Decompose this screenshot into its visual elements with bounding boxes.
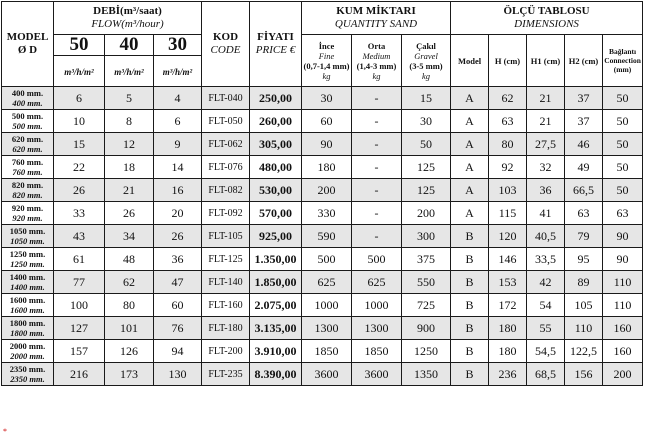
model-size-cell (2, 87, 54, 110)
dim-h1-cell: 68,5 (527, 363, 565, 386)
dim-connection-cell: 90 (603, 248, 643, 271)
model-size: 1600 mm. (9, 295, 46, 305)
fine-range: (0,7-1,4 mm) (303, 60, 350, 71)
dim-h-cell: 80 (489, 133, 527, 156)
model-size: 1400 mm. (9, 272, 46, 282)
dim-connection-cell: 90 (603, 225, 643, 248)
dim-h1-cell: 21 (527, 87, 565, 110)
flow-label: FLOW(m³/hour) (91, 18, 164, 30)
model-size-cell (2, 271, 54, 294)
medium-cell: - (352, 179, 402, 202)
code-cell: FLT-235 (202, 363, 250, 386)
fine-cell: 1300 (302, 317, 352, 340)
connection-en: Connection (604, 56, 641, 65)
dim-h-header: H (cm) (489, 35, 527, 87)
dim-h-cell: 62 (489, 87, 527, 110)
model-size: 400 mm. (11, 88, 44, 98)
code-cell: FLT-105 (202, 225, 250, 248)
gravel-en: Gravel (414, 50, 438, 61)
model-size-cell (2, 248, 54, 271)
model-size-italic: 760 mm. (12, 167, 43, 177)
model-size: 1800 mm. (9, 318, 46, 328)
model-size: 820 mm. (11, 180, 44, 190)
table-row (2, 225, 643, 248)
dim-model-cell: A (451, 87, 489, 110)
dim-model-cell: B (451, 340, 489, 363)
dim-connection-cell: 110 (603, 294, 643, 317)
fine-cell: 180 (302, 156, 352, 179)
flow-50-cell: 22 (54, 156, 105, 179)
dim-h2-cell: 156 (565, 363, 603, 386)
price-label: PRICE € (255, 44, 296, 56)
gravel-cell: 725 (402, 294, 451, 317)
medium-tr: Orta (367, 40, 386, 51)
flow-50-cell: 6 (54, 87, 105, 110)
fine-cell: 1000 (302, 294, 352, 317)
flow-50-cell: 43 (54, 225, 105, 248)
dim-h2-cell: 66,5 (565, 179, 603, 202)
model-size-cell (2, 294, 54, 317)
dim-h-cell: 63 (489, 110, 527, 133)
table-row (2, 363, 643, 386)
dim-h1-cell: 55 (527, 317, 565, 340)
fine-header (302, 35, 352, 87)
flow-30-cell: 94 (154, 340, 202, 363)
fine-cell: 90 (302, 133, 352, 156)
model-size-cell (2, 317, 54, 340)
model-size-italic: 1600 mm. (10, 305, 45, 315)
gravel-cell: 1350 (402, 363, 451, 386)
dim-h2-cell: 122,5 (565, 340, 603, 363)
dim-model-cell: A (451, 110, 489, 133)
code-cell: FLT-200 (202, 340, 250, 363)
model-size-cell (2, 225, 54, 248)
dimensions-label: DIMENSIONS (514, 18, 579, 30)
gravel-tr: Çakıl (416, 40, 436, 51)
price-cell: 480,00 (250, 156, 302, 179)
dim-h2-cell: 79 (565, 225, 603, 248)
medium-range: (1,4-3 mm) (356, 60, 397, 71)
flow-30-cell: 36 (154, 248, 202, 271)
model-size-cell (2, 202, 54, 225)
fine-cell: 590 (302, 225, 352, 248)
dim-model-cell: B (451, 248, 489, 271)
dim-connection-cell: 200 (603, 363, 643, 386)
flow-40-cell: 101 (105, 317, 154, 340)
model-size-italic: 2350 mm. (10, 374, 45, 384)
code-cell: FLT-076 (202, 156, 250, 179)
table-row (2, 87, 643, 110)
dim-h-cell: 180 (489, 340, 527, 363)
model-size: 760 mm. (11, 157, 44, 167)
price-cell: 305,00 (250, 133, 302, 156)
flow-50-unit: m³/h/m² (64, 67, 94, 77)
model-size-cell (2, 363, 54, 386)
medium-cell: - (352, 133, 402, 156)
dim-connection-cell: 63 (603, 202, 643, 225)
code-cell: FLT-062 (202, 133, 250, 156)
dim-h-cell: 103 (489, 179, 527, 202)
price-cell: 570,00 (250, 202, 302, 225)
table-row (2, 179, 643, 202)
debi-label: DEBİ(m³/saat) (93, 5, 162, 17)
gravel-cell: 50 (402, 133, 451, 156)
model-size-italic: 500 mm. (12, 121, 43, 131)
dim-connection-header (603, 35, 643, 87)
dim-h2-cell: 105 (565, 294, 603, 317)
model-size: 1250 mm. (9, 249, 46, 259)
medium-cell: - (352, 202, 402, 225)
flow-40-cell: 18 (105, 156, 154, 179)
medium-cell: 500 (352, 248, 402, 271)
flow-40-cell: 8 (105, 110, 154, 133)
dim-connection-cell: 110 (603, 271, 643, 294)
flow-40-cell: 62 (105, 271, 154, 294)
price-header (250, 2, 302, 87)
dim-h1-cell: 21 (527, 110, 565, 133)
quantity-sand-label: QUANTITY SAND (334, 18, 418, 30)
dim-model-cell: A (451, 179, 489, 202)
price-cell: 925,00 (250, 225, 302, 248)
flow-50-cell: 10 (54, 110, 105, 133)
medium-cell: 1850 (352, 340, 402, 363)
dim-h1-cell: 41 (527, 202, 565, 225)
table-row (2, 248, 643, 271)
gravel-cell: 900 (402, 317, 451, 340)
price-cell: 250,00 (250, 87, 302, 110)
fiyati-label: FİYATI (257, 31, 294, 43)
table-body (2, 87, 643, 386)
dim-h1-cell: 54 (527, 294, 565, 317)
model-size-italic: 620 mm. (12, 144, 43, 154)
flow-50-cell: 26 (54, 179, 105, 202)
dim-h2-cell: 49 (565, 156, 603, 179)
dim-model-cell: A (451, 156, 489, 179)
dim-model-cell: B (451, 271, 489, 294)
model-size-cell (2, 340, 54, 363)
filter-price-table (1, 1, 643, 386)
dim-connection-cell: 50 (603, 110, 643, 133)
medium-en: Medium (362, 50, 391, 61)
dim-h2-cell: 89 (565, 271, 603, 294)
model-size-cell (2, 133, 54, 156)
flow-40-unit: m³/h/m² (114, 67, 144, 77)
flow-40-cell: 173 (105, 363, 154, 386)
dim-h1-cell: 40,5 (527, 225, 565, 248)
flow-40-cell: 21 (105, 179, 154, 202)
medium-unit: kg (372, 70, 381, 81)
gravel-cell: 1250 (402, 340, 451, 363)
dim-h-cell: 146 (489, 248, 527, 271)
model-size-cell (2, 110, 54, 133)
flow-40-cell: 26 (105, 202, 154, 225)
table-row (2, 271, 643, 294)
flow-30-cell: 9 (154, 133, 202, 156)
dim-h2-cell: 37 (565, 110, 603, 133)
table-row (2, 156, 643, 179)
dim-h2-cell: 37 (565, 87, 603, 110)
fine-cell: 60 (302, 110, 352, 133)
connection-tr: Bağlantı (609, 47, 637, 56)
price-cell: 1.350,00 (250, 248, 302, 271)
dim-model-cell: B (451, 363, 489, 386)
table-row (2, 133, 643, 156)
dim-model-cell: B (451, 294, 489, 317)
flow-40-cell: 48 (105, 248, 154, 271)
flow-40-header (105, 35, 154, 56)
flow-30-unit: m³/h/m² (162, 67, 193, 77)
flow-50-header (54, 35, 105, 56)
model-size-cell (2, 179, 54, 202)
model-size: 1050 mm. (9, 226, 46, 236)
dim-h-cell: 120 (489, 225, 527, 248)
flow-30-unit-cell (154, 56, 202, 87)
dim-model-cell: A (451, 133, 489, 156)
gravel-header (402, 35, 451, 87)
dim-model-cell: B (451, 317, 489, 340)
flow-40-value: 40 (119, 34, 139, 55)
dim-h-cell: 153 (489, 271, 527, 294)
medium-cell: - (352, 225, 402, 248)
gravel-cell: 200 (402, 202, 451, 225)
dim-h2-cell: 63 (565, 202, 603, 225)
flow-50-cell: 100 (54, 294, 105, 317)
flow-40-cell: 5 (105, 87, 154, 110)
dim-h-cell: 115 (489, 202, 527, 225)
fine-en: Fine (318, 50, 335, 61)
fine-cell: 330 (302, 202, 352, 225)
code-label: CODE (210, 44, 241, 56)
dim-h2-cell: 110 (565, 317, 603, 340)
flow-50-value: 50 (69, 34, 89, 55)
price-cell: 8.390,00 (250, 363, 302, 386)
medium-cell: 1000 (352, 294, 402, 317)
fine-cell: 3600 (302, 363, 352, 386)
dim-h-cell: 180 (489, 317, 527, 340)
gravel-cell: 125 (402, 156, 451, 179)
flow-50-cell: 77 (54, 271, 105, 294)
model-size: 2350 mm. (9, 364, 46, 374)
dim-h1-cell: 54,5 (527, 340, 565, 363)
flow-40-cell: 34 (105, 225, 154, 248)
price-cell: 3.135,00 (250, 317, 302, 340)
medium-cell: 1300 (352, 317, 402, 340)
model-header-sub: Ø D (17, 44, 38, 56)
fine-cell: 625 (302, 271, 352, 294)
model-size-cell (2, 156, 54, 179)
model-size: 2000 mm. (9, 341, 46, 351)
dim-h1-header: H1 (cm) (527, 35, 565, 87)
fine-cell: 200 (302, 179, 352, 202)
flow-30-header (154, 35, 202, 56)
flow-50-unit-cell (54, 56, 105, 87)
flow-50-cell: 15 (54, 133, 105, 156)
flow-header (54, 2, 202, 35)
flow-50-cell: 157 (54, 340, 105, 363)
model-size-italic: 400 mm. (12, 98, 43, 108)
fine-tr: İnce (318, 40, 335, 51)
dim-h1-cell: 33,5 (527, 248, 565, 271)
table-row (2, 294, 643, 317)
model-size-italic: 1050 mm. (10, 236, 45, 246)
table-row (2, 110, 643, 133)
dim-model-header: Model (451, 35, 489, 87)
sand-header (302, 2, 451, 35)
gravel-cell: 375 (402, 248, 451, 271)
dim-h2-cell: 95 (565, 248, 603, 271)
flow-30-value: 30 (168, 34, 187, 55)
price-cell: 2.075,00 (250, 294, 302, 317)
gravel-cell: 15 (402, 87, 451, 110)
flow-50-cell: 33 (54, 202, 105, 225)
gravel-cell: 125 (402, 179, 451, 202)
kod-label: KOD (212, 31, 239, 43)
code-cell: FLT-040 (202, 87, 250, 110)
flow-50-cell: 216 (54, 363, 105, 386)
dim-h-cell: 236 (489, 363, 527, 386)
flow-30-cell: 60 (154, 294, 202, 317)
dim-connection-cell: 50 (603, 87, 643, 110)
dim-h-cell: 172 (489, 294, 527, 317)
code-cell: FLT-125 (202, 248, 250, 271)
fine-unit: kg (322, 70, 331, 81)
dim-connection-cell: 160 (603, 317, 643, 340)
dim-connection-cell: 160 (603, 340, 643, 363)
flow-30-cell: 76 (154, 317, 202, 340)
model-size-italic: 1250 mm. (10, 259, 45, 269)
flow-30-cell: 26 (154, 225, 202, 248)
fine-cell: 1850 (302, 340, 352, 363)
dim-connection-cell: 50 (603, 133, 643, 156)
code-cell: FLT-180 (202, 317, 250, 340)
medium-cell: - (352, 156, 402, 179)
model-size-italic: 820 mm. (12, 190, 43, 200)
model-size-italic: 1800 mm. (10, 328, 45, 338)
code-cell: FLT-050 (202, 110, 250, 133)
table-row (2, 202, 643, 225)
model-size: 500 mm. (11, 111, 44, 121)
price-cell: 260,00 (250, 110, 302, 133)
dim-connection-cell: 50 (603, 179, 643, 202)
medium-cell: 3600 (352, 363, 402, 386)
code-cell: FLT-140 (202, 271, 250, 294)
flow-30-cell: 130 (154, 363, 202, 386)
dim-model-cell: B (451, 225, 489, 248)
medium-cell: - (352, 87, 402, 110)
flow-30-cell: 6 (154, 110, 202, 133)
connection-unit: (mm) (613, 65, 632, 74)
dim-h2-header: H2 (cm) (565, 35, 603, 87)
dim-h1-cell: 27,5 (527, 133, 565, 156)
gravel-cell: 550 (402, 271, 451, 294)
table-row (2, 340, 643, 363)
code-cell: FLT-082 (202, 179, 250, 202)
dim-h2-cell: 46 (565, 133, 603, 156)
fine-cell: 500 (302, 248, 352, 271)
model-size-italic: 2000 mm. (10, 351, 45, 361)
fine-cell: 30 (302, 87, 352, 110)
dim-h-cell: 92 (489, 156, 527, 179)
flow-40-cell: 80 (105, 294, 154, 317)
gravel-cell: 300 (402, 225, 451, 248)
medium-cell: - (352, 110, 402, 133)
price-cell: 1.850,00 (250, 271, 302, 294)
gravel-unit: kg (421, 70, 431, 81)
model-size-italic: 1400 mm. (10, 282, 45, 292)
table-row (2, 317, 643, 340)
footnote-mark: * (3, 427, 7, 436)
code-cell: FLT-160 (202, 294, 250, 317)
dim-connection-cell: 50 (603, 156, 643, 179)
dimensions-header (451, 2, 643, 35)
price-cell: 530,00 (250, 179, 302, 202)
gravel-range: (3-5 mm) (409, 60, 443, 71)
model-header-label: MODEL (6, 31, 49, 43)
gravel-cell: 30 (402, 110, 451, 133)
flow-40-unit-cell (105, 56, 154, 87)
model-size: 920 mm. (11, 203, 44, 213)
code-cell: FLT-092 (202, 202, 250, 225)
flow-30-cell: 4 (154, 87, 202, 110)
model-header (2, 2, 54, 87)
flow-30-cell: 16 (154, 179, 202, 202)
dim-model-cell: A (451, 202, 489, 225)
kum-label: KUM MİKTARI (336, 5, 416, 17)
flow-30-cell: 20 (154, 202, 202, 225)
model-size: 620 mm. (11, 134, 44, 144)
flow-50-cell: 61 (54, 248, 105, 271)
flow-50-cell: 127 (54, 317, 105, 340)
medium-cell: 625 (352, 271, 402, 294)
dim-h1-cell: 32 (527, 156, 565, 179)
olcu-label: ÖLÇÜ TABLOSU (503, 5, 590, 17)
dim-h1-cell: 36 (527, 179, 565, 202)
flow-40-cell: 126 (105, 340, 154, 363)
flow-40-cell: 12 (105, 133, 154, 156)
price-cell: 3.910,00 (250, 340, 302, 363)
code-header (202, 2, 250, 87)
medium-header (352, 35, 402, 87)
flow-30-cell: 14 (154, 156, 202, 179)
model-size-italic: 920 mm. (12, 213, 43, 223)
dim-h1-cell: 42 (527, 271, 565, 294)
flow-30-cell: 47 (154, 271, 202, 294)
